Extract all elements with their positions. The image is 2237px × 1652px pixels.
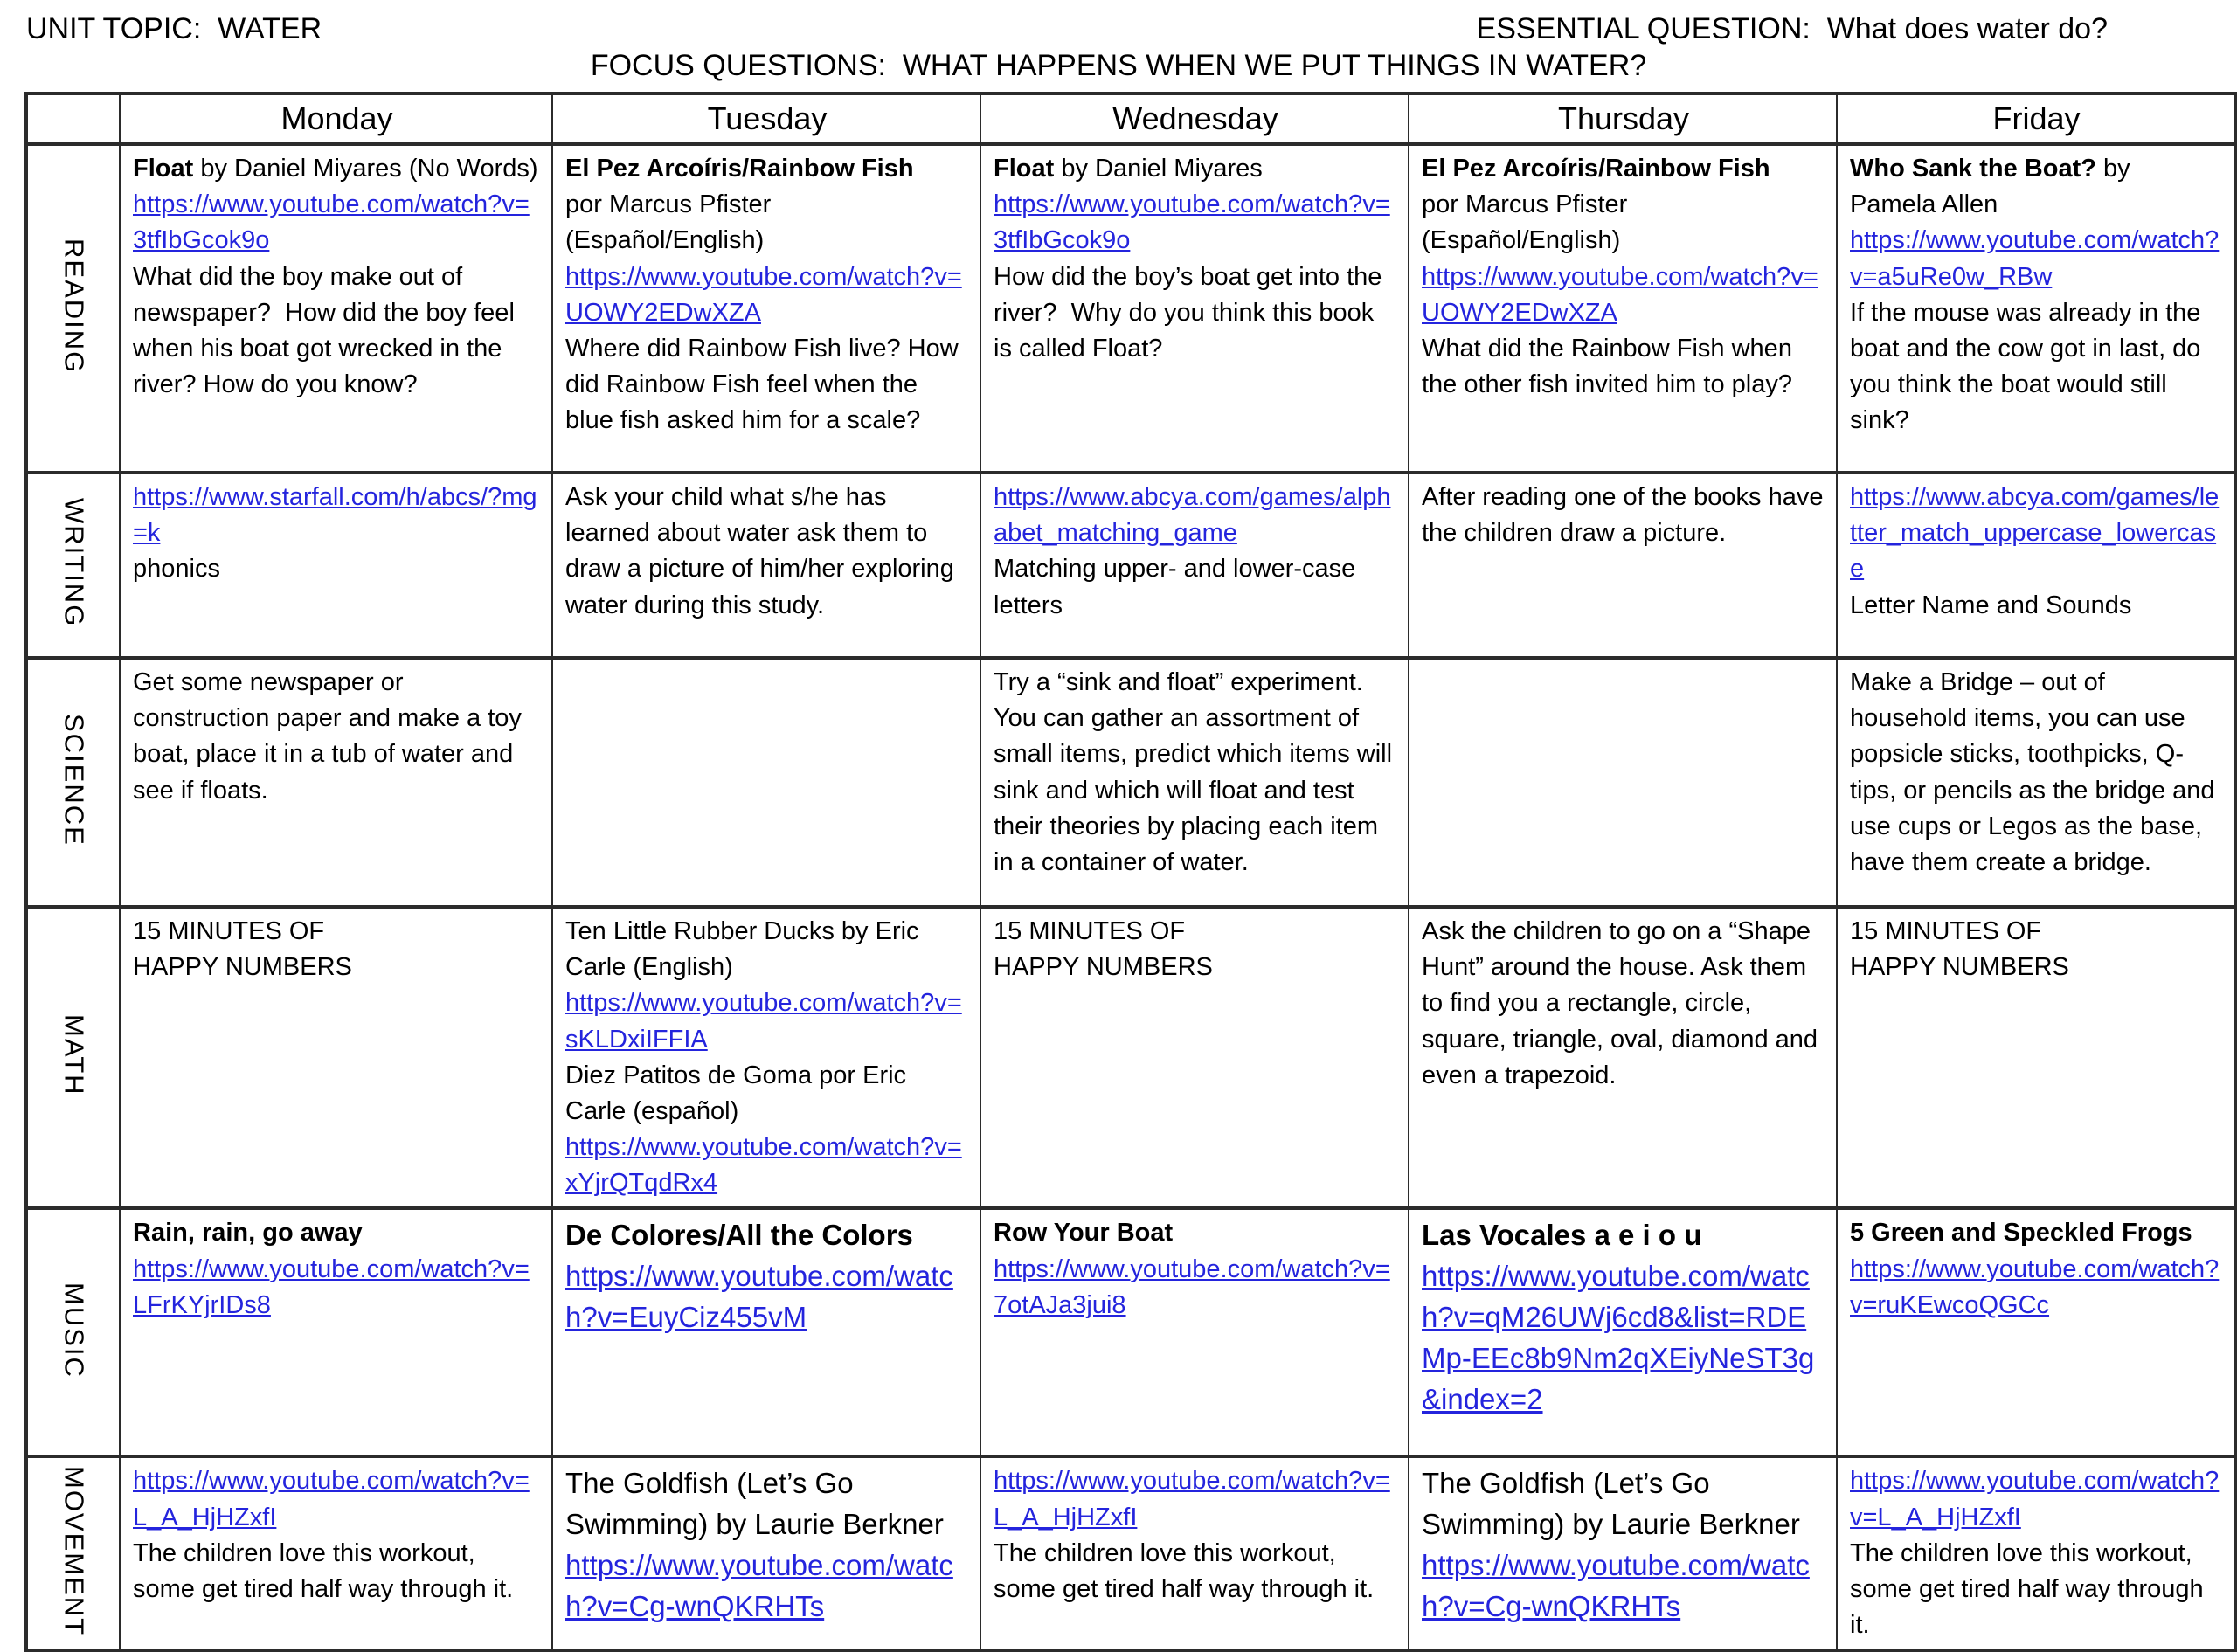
cell-line: [133, 151, 541, 187]
cell-title: Rain, rain, go away: [133, 1219, 363, 1248]
row-label-writing: [26, 473, 120, 658]
cell-line: [133, 1536, 541, 1607]
cell-link[interactable]: https://www.youtube.com/watch?v=EuyCiz455vM: [565, 1260, 953, 1334]
cell-link[interactable]: https://www.abcya.com/games/alphabet_matching_game: [994, 483, 1391, 548]
cell-line: [565, 1256, 969, 1338]
cell-line: [994, 259, 1397, 368]
cell-music-wednesday: [980, 1208, 1409, 1456]
cell-text: Ask the children to go on a “Shape Hunt” around the house. Ask them to find you a rectangle, circle, square, triangle, oval, diamond and even a trapezoid.: [1422, 917, 1825, 1089]
cell-text: Diez Patitos de Goma por Eric Carle (español): [565, 1061, 914, 1125]
cell-movement-wednesday: [980, 1456, 1409, 1650]
cell-writing-monday: [120, 473, 552, 658]
cell-text: 15 MINUTES OF: [994, 917, 1186, 945]
cell-movement-tuesday: [552, 1456, 980, 1650]
cell-line: [565, 480, 969, 624]
cell-line: [133, 1252, 541, 1324]
cell-movement-monday: [120, 1456, 552, 1650]
cell-line: [1850, 151, 2223, 223]
cell-text: HAPPY NUMBERS: [994, 953, 1213, 982]
cell-link[interactable]: https://www.youtube.com/watch?v=Cg-wnQKRHTs: [1422, 1549, 1810, 1622]
cell-reading-wednesday: [980, 144, 1409, 473]
cell-link[interactable]: https://www.abcya.com/games/letter_match_uppercase_lowercase: [1850, 483, 2220, 584]
table-row-science: [26, 658, 2235, 907]
cell-link[interactable]: https://www.youtube.com/watch?v=LFrKYjrIDs8: [133, 1255, 530, 1319]
weekly-schedule-table: [24, 92, 2237, 1652]
cell-line: [1422, 187, 1825, 223]
cell-line: [994, 187, 1397, 259]
cell-music-tuesday: [552, 1208, 980, 1456]
cell-text: What did the boy make out of newspaper? How did the boy feel when his boat got wrecked in the river? How do you know?: [133, 262, 522, 399]
unit-topic: UNIT TOPIC: WATER: [26, 12, 322, 45]
cell-science-tuesday: [552, 658, 980, 907]
cell-text: How did the boy’s boat get into the river? Why do you think this book is called Float?: [994, 262, 1389, 363]
cell-line: [1850, 914, 2223, 950]
cell-text: Where did Rainbow Fish live? How did Rainbow Fish feel when the blue fish asked him for a scale?: [565, 334, 966, 435]
cell-movement-friday: [1837, 1456, 2235, 1650]
cell-music-monday: [120, 1208, 552, 1456]
cell-line: [994, 480, 1397, 551]
cell-line: [133, 551, 541, 587]
day-header-friday: Friday: [1837, 93, 2235, 144]
cell-line: [1422, 1545, 1825, 1628]
cell-link[interactable]: https://www.youtube.com/watch?v=xYjrQTqdRx4: [565, 1133, 962, 1198]
cell-writing-wednesday: [980, 473, 1409, 658]
cell-text: After reading one of the books have the children draw a picture.: [1422, 483, 1831, 548]
cell-text: (Español/English): [1422, 226, 1621, 255]
cell-link[interactable]: https://www.youtube.com/watch?v=L_A_HjHZxfI: [994, 1467, 1390, 1531]
cell-science-friday: [1837, 658, 2235, 907]
cell-line: [133, 665, 541, 809]
cell-line: [994, 914, 1397, 950]
cell-line: [565, 259, 969, 331]
cell-math-monday: [120, 907, 552, 1208]
cell-title: Float: [133, 155, 194, 183]
cell-link[interactable]: https://www.youtube.com/watch?v=L_A_HjHZxfI: [133, 1467, 530, 1531]
cell-link[interactable]: https://www.youtube.com/watch?v=Cg-wnQKRHTs: [565, 1549, 953, 1622]
cell-link[interactable]: https://www.youtube.com/watch?v=UOWY2EDwXZA: [1422, 262, 1818, 327]
cell-line: [1850, 1252, 2223, 1324]
cell-link[interactable]: https://www.youtube.com/watch?v=3tfIbGcok9o: [133, 190, 530, 255]
essential-question: ESSENTIAL QUESTION: What does water do?: [1476, 12, 2108, 45]
cell-line: [1850, 295, 2223, 439]
cell-link[interactable]: https://www.youtube.com/watch?v=7otAJa3jui8: [994, 1255, 1390, 1319]
cell-text: The Goldfish (Let’s Go Swimming) by Laurie Berkner: [1422, 1467, 1800, 1541]
row-label-text: MUSIC: [59, 1282, 90, 1379]
cell-text: Matching upper- and lower-case letters: [994, 555, 1363, 619]
cell-line: [1850, 223, 2223, 294]
cell-text: phonics: [133, 555, 220, 584]
cell-text: Letter Name and Sounds: [1850, 591, 2132, 619]
cell-line: [994, 665, 1400, 881]
schedule-body: [26, 144, 2235, 1650]
cell-line: [1850, 1536, 2223, 1644]
corner-cell: [26, 93, 120, 144]
cell-line: [565, 223, 969, 259]
cell-line: [133, 914, 541, 950]
day-header-wednesday: Wednesday: [980, 93, 1409, 144]
cell-line: [1422, 1256, 1825, 1420]
cell-text: (Español/English): [565, 226, 765, 255]
table-row-reading: [26, 144, 2235, 473]
table-row-writing: [26, 473, 2235, 658]
cell-text: HAPPY NUMBERS: [133, 953, 352, 982]
cell-line: [1850, 480, 2223, 588]
cell-text: The children love this workout, some get tired half way through it.: [994, 1538, 1375, 1603]
table-row-movement: [26, 1456, 2235, 1650]
cell-movement-thursday: [1409, 1456, 1837, 1650]
cell-link[interactable]: https://www.youtube.com/watch?v=UOWY2EDwXZA: [565, 262, 962, 327]
cell-text: Ten Little Rubber Ducks by Eric Carle (English): [565, 917, 926, 982]
cell-reading-monday: [120, 144, 552, 473]
table-row-math: [26, 907, 2235, 1208]
cell-link[interactable]: https://www.starfall.com/h/abcs/?mg=k: [133, 483, 537, 548]
cell-title: El Pez Arcoíris/Rainbow Fish: [565, 155, 914, 183]
cell-math-wednesday: [980, 907, 1409, 1208]
cell-writing-tuesday: [552, 473, 980, 658]
cell-line: [565, 1058, 969, 1130]
cell-link[interactable]: https://www.youtube.com/watch?v=a5uRe0w_RBw: [1850, 226, 2220, 291]
cell-line: [1422, 223, 1825, 259]
cell-text: by Pamela Allen: [1850, 155, 2137, 219]
cell-text: The children love this workout, some get tired half way through it.: [133, 1538, 514, 1603]
cell-line: [565, 985, 969, 1057]
cell-line: [565, 1463, 969, 1545]
cell-text: by Daniel Miyares (No Words): [193, 155, 538, 183]
row-label-text: SCIENCE: [59, 714, 90, 847]
page-header: [0, 12, 2237, 51]
cell-title: Row Your Boat: [994, 1219, 1174, 1248]
cell-line: [133, 480, 541, 551]
cell-link[interactable]: https://www.youtube.com/watch?v=ruKEwcoQGCc: [1850, 1255, 2220, 1319]
cell-music-thursday: [1409, 1208, 1837, 1456]
cell-reading-tuesday: [552, 144, 980, 473]
cell-line: [1422, 1215, 1825, 1256]
cell-link[interactable]: https://www.youtube.com/watch?v=L_A_HjHZxfI: [1850, 1467, 2220, 1531]
cell-line: [565, 187, 969, 223]
cell-title: Las Vocales a e i o u: [1422, 1219, 1702, 1252]
cell-text: Try a “sink and float” experiment. You can gather an assortment of small items, predict which items will sink and which will float and test their theories by placing each item in a container of water.: [994, 668, 1400, 876]
cell-line: [1422, 914, 1825, 1094]
cell-line: [1850, 950, 2223, 985]
cell-title: 5 Green and Speckled Frogs: [1850, 1219, 2192, 1248]
cell-line: [1422, 151, 1825, 187]
cell-line: [1422, 480, 1831, 551]
row-label-music: [26, 1208, 120, 1456]
cell-music-friday: [1837, 1208, 2235, 1456]
cell-line: [565, 1215, 969, 1256]
row-label-text: MOVEMENT: [59, 1466, 90, 1637]
cell-line: [1850, 1215, 2223, 1251]
cell-title: El Pez Arcoíris/Rainbow Fish: [1422, 155, 1770, 183]
cell-line: [565, 1130, 969, 1201]
cell-text: por Marcus Pfister: [565, 190, 772, 219]
row-label-text: MATH: [59, 1014, 90, 1096]
cell-line: [994, 1252, 1397, 1324]
cell-link[interactable]: https://www.youtube.com/watch?v=3tfIbGcok9o: [994, 190, 1390, 255]
cell-text: If the mouse was already in the boat and the cow got in last, do you think the boat would still sink?: [1850, 298, 2208, 435]
cell-text: What did the Rainbow Fish when the other fish invited him to play?: [1422, 334, 1800, 399]
cell-title: Who Sank the Boat?: [1850, 155, 2096, 183]
cell-science-thursday: [1409, 658, 1837, 907]
cell-text: 15 MINUTES OF: [1850, 917, 2042, 945]
cell-line: [565, 331, 969, 439]
cell-writing-friday: [1837, 473, 2235, 658]
row-label-math: [26, 907, 120, 1208]
row-label-reading: [26, 144, 120, 473]
row-label-text: READING: [59, 238, 90, 375]
cell-line: [994, 950, 1397, 985]
cell-line: [133, 1463, 541, 1535]
cell-line: [1422, 259, 1825, 331]
cell-text: Ask your child what s/he has learned about water ask them to draw a picture of him/her exploring water during this study.: [565, 483, 961, 619]
cell-text: HAPPY NUMBERS: [1850, 953, 2069, 982]
cell-line: [994, 151, 1397, 187]
cell-line: [1850, 1463, 2223, 1535]
cell-math-tuesday: [552, 907, 980, 1208]
cell-line: [1850, 665, 2223, 881]
day-header-tuesday: Tuesday: [552, 93, 980, 144]
cell-text: por Marcus Pfister: [1422, 190, 1628, 219]
cell-line: [565, 151, 969, 187]
cell-line: [1422, 1463, 1825, 1545]
cell-link[interactable]: https://www.youtube.com/watch?v=qM26UWj6cd8&list=RDEMp-EEc8b9Nm2qXEiyNeST3g&index=2: [1422, 1260, 1815, 1415]
day-header-monday: Monday: [120, 93, 552, 144]
cell-text: The Goldfish (Let’s Go Swimming) by Laurie Berkner: [565, 1467, 944, 1541]
cell-math-friday: [1837, 907, 2235, 1208]
cell-line: [133, 187, 541, 259]
cell-line: [1850, 588, 2223, 624]
cell-writing-thursday: [1409, 473, 1837, 658]
table-row-music: [26, 1208, 2235, 1456]
row-label-movement: [26, 1456, 120, 1650]
cell-line: [133, 1215, 541, 1251]
cell-line: [565, 1545, 969, 1628]
row-label-text: WRITING: [59, 498, 90, 628]
cell-line: [994, 1536, 1397, 1607]
day-header-row: [26, 93, 2235, 144]
cell-line: [994, 551, 1397, 623]
cell-math-thursday: [1409, 907, 1837, 1208]
cell-text: The children love this workout, some get tired half way through it.: [1850, 1538, 2211, 1640]
cell-science-wednesday: [980, 658, 1409, 907]
cell-link[interactable]: https://www.youtube.com/watch?v=sKLDxiIFFIA: [565, 989, 962, 1054]
cell-reading-friday: [1837, 144, 2235, 473]
day-header-thursday: Thursday: [1409, 93, 1837, 144]
cell-reading-thursday: [1409, 144, 1837, 473]
cell-line: [994, 1215, 1397, 1251]
cell-line: [1422, 331, 1825, 403]
cell-line: [133, 950, 541, 985]
cell-text: Get some newspaper or construction paper and make a toy boat, place it in a tub of water and see if floats.: [133, 668, 529, 805]
cell-title: Float: [994, 155, 1055, 183]
cell-title: De Colores/All the Colors: [565, 1219, 913, 1252]
cell-line: [994, 1463, 1397, 1535]
focus-questions: FOCUS QUESTIONS: WHAT HAPPENS WHEN WE PUT THINGS IN WATER?: [590, 49, 1647, 82]
cell-line: [565, 914, 969, 985]
cell-text: 15 MINUTES OF: [133, 917, 325, 945]
cell-text: by Daniel Miyares: [1054, 155, 1263, 183]
row-label-science: [26, 658, 120, 907]
cell-text: Make a Bridge – out of household items, you can use popsicle sticks, toothpicks, Q-tips, or pencils as the bridge and use cups or Legos as the base, have them create a bridge.: [1850, 668, 2222, 876]
cell-science-monday: [120, 658, 552, 907]
cell-line: [133, 259, 541, 404]
